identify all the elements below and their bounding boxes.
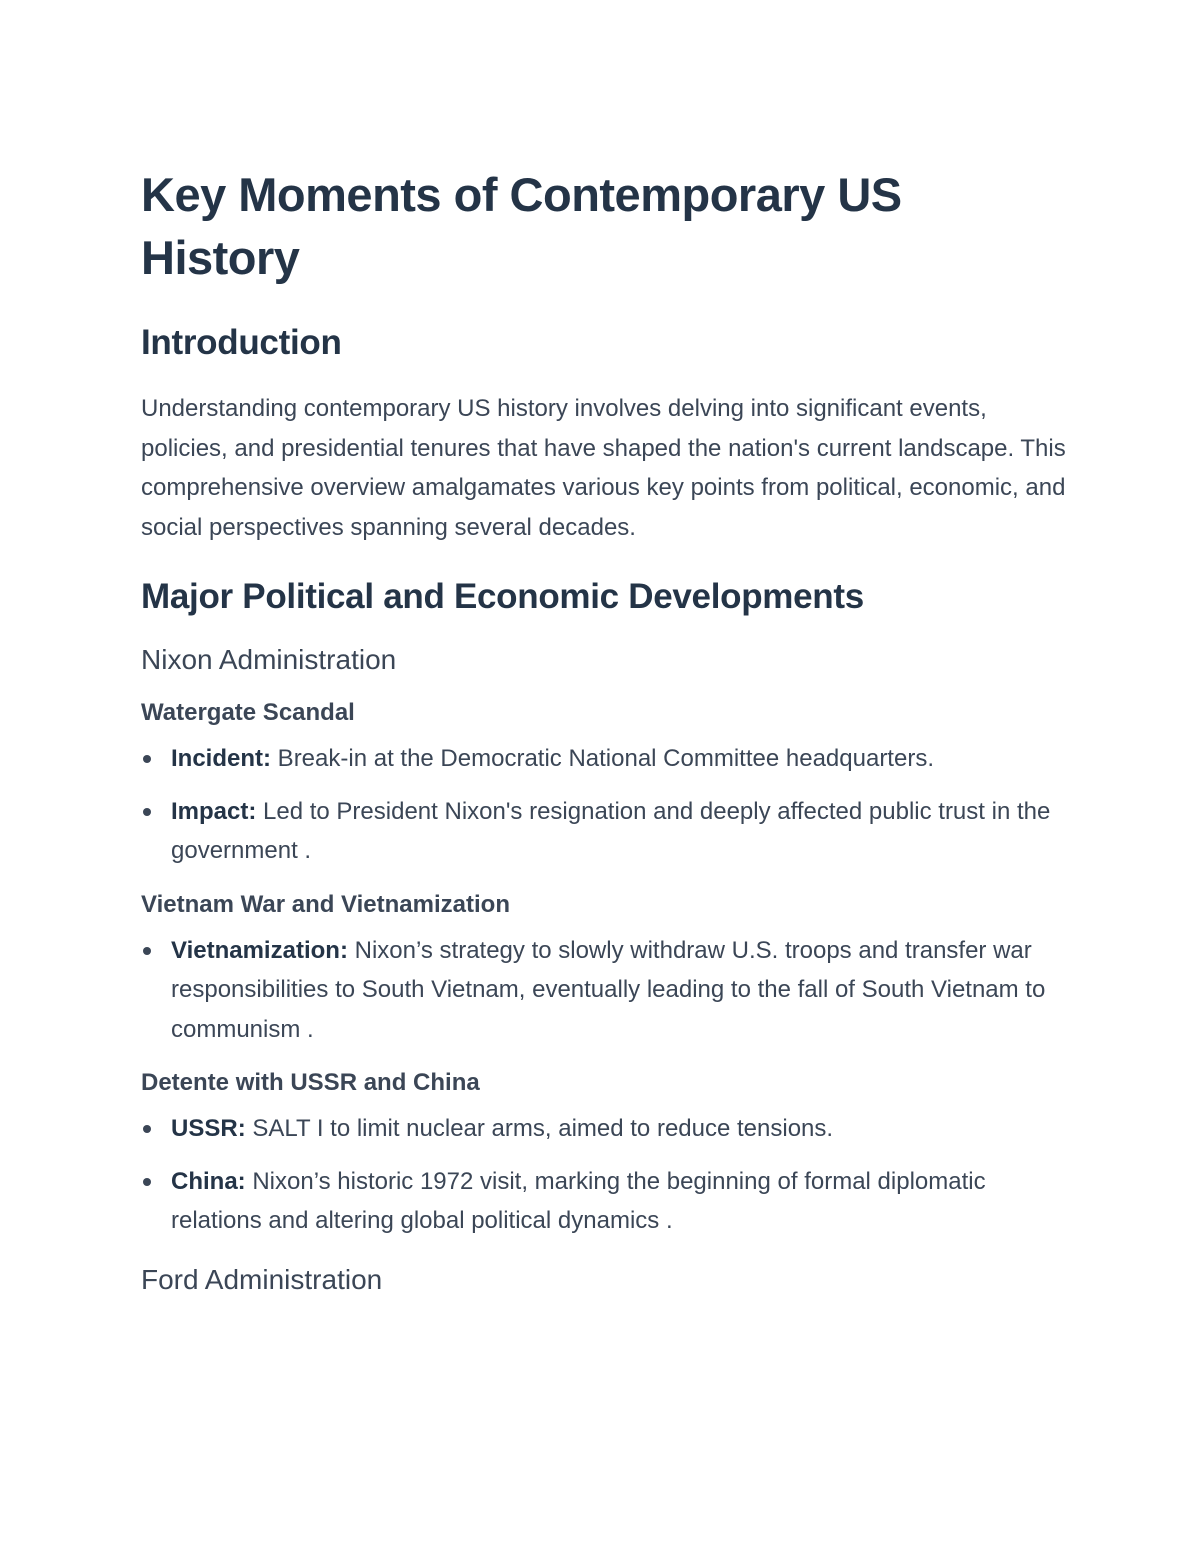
detente-heading: Detente with USSR and China — [141, 1069, 480, 1096]
watergate-list — [141, 739, 1071, 871]
list-item-term: Incident — [171, 745, 264, 772]
list-item — [141, 1109, 1071, 1149]
list-item-term: Impact — [171, 797, 249, 825]
list-item — [141, 739, 1071, 779]
document-page — [141, 163, 1071, 1299]
term-separator: : — [263, 745, 272, 772]
vietnam-heading: Vietnam War and Vietnamization — [141, 890, 510, 918]
list-item-text: Nixon’s strategy to slowly withdraw U.S. troops and transfer war responsibilities to South Vietnam, eventually leading to the fall of South Vietnam to communism . — [171, 936, 1046, 1043]
bullet-icon — [143, 1178, 151, 1186]
introduction-paragraph: Understanding contemporary US history involves delving into significant events, policies, and presidential tenures that have shaped the nation's current landscape. This comprehensive overview amalgamates various key points from political, economic, and social perspectives spanning several decades. — [141, 395, 1066, 541]
ford-administration-heading: Ford Administration — [141, 1263, 383, 1295]
list-item — [141, 931, 1071, 1050]
list-item-text: SALT I to limit nuclear arms, aimed to reduce tensions. — [245, 1115, 834, 1142]
document-title: Key Moments of Contemporary US History — [141, 168, 902, 284]
watergate-heading: Watergate Scandal — [141, 699, 355, 726]
term-separator: : — [339, 936, 348, 964]
bullet-icon — [143, 808, 151, 816]
list-item-text: Break-in at the Democratic National Committee headquarters. — [271, 745, 934, 772]
list-item — [141, 792, 1071, 871]
list-item-term: USSR — [171, 1115, 238, 1142]
list-item-text: Led to President Nixon's resignation and deeply affected public trust in the government . — [171, 797, 1051, 864]
bullet-icon — [143, 755, 151, 763]
introduction-heading: Introduction — [141, 323, 342, 362]
term-separator: : — [237, 1167, 246, 1195]
bullet-icon — [143, 947, 151, 955]
detente-list — [141, 1109, 1071, 1241]
list-item-term: China — [171, 1167, 238, 1195]
bullet-icon — [143, 1125, 151, 1133]
vietnam-list — [141, 931, 1071, 1050]
nixon-administration-heading: Nixon Administration — [141, 644, 397, 675]
term-separator: : — [237, 1115, 246, 1142]
list-item — [141, 1162, 1071, 1241]
term-separator: : — [248, 797, 257, 825]
list-item-text: Nixon’s historic 1972 visit, marking the beginning of formal diplomatic relations and altering global political dynamics . — [171, 1167, 986, 1234]
list-item-term: Vietnamization — [171, 936, 340, 964]
major-developments-heading: Major Political and Economic Developments — [141, 577, 864, 616]
